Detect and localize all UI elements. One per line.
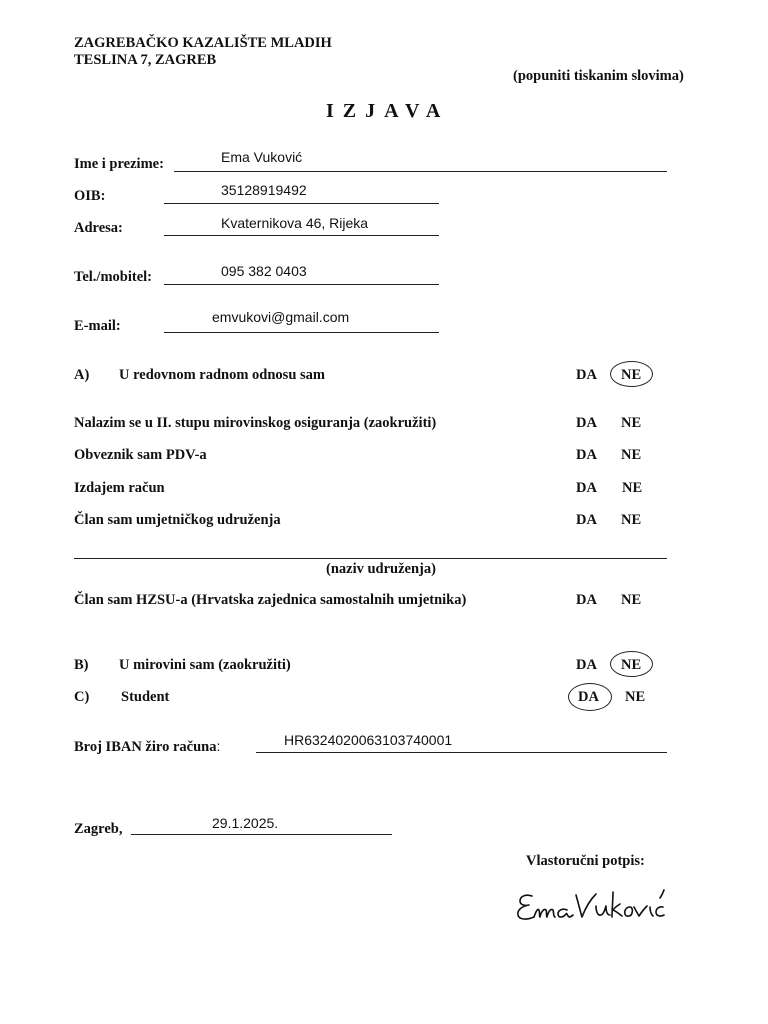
iban-field-line xyxy=(256,752,667,753)
handwritten-signature xyxy=(512,882,668,924)
option-yes[interactable]: DA xyxy=(576,447,597,463)
email-field-line xyxy=(164,332,439,333)
selection-circle xyxy=(568,683,612,711)
option-no[interactable]: NE xyxy=(621,512,642,528)
question-invoice: Izdajem račun xyxy=(74,480,165,496)
organization-address: TESLINA 7, ZAGREB xyxy=(74,52,217,68)
section-c-text: Student xyxy=(121,689,170,705)
option-no[interactable]: NE xyxy=(621,592,642,608)
option-yes[interactable]: DA xyxy=(576,592,597,608)
name-label: Ime i prezime: xyxy=(74,156,164,172)
option-no[interactable]: NE xyxy=(621,415,642,431)
option-yes[interactable]: DA xyxy=(576,415,597,431)
date-field-line xyxy=(131,834,392,835)
name-field-line xyxy=(174,171,667,172)
question-art-association: Član sam umjetničkog udruženja xyxy=(74,512,281,528)
section-b-text: U mirovini sam (zaokružiti) xyxy=(119,657,291,673)
place-label: Zagreb, xyxy=(74,821,123,837)
association-name-line[interactable] xyxy=(74,558,667,559)
iban-field-value[interactable]: HR6324020063103740001 xyxy=(284,732,453,748)
association-name-caption: (naziv udruženja) xyxy=(326,561,436,577)
oib-field-value[interactable]: 35128919492 xyxy=(221,182,307,198)
option-no-selected[interactable]: NE xyxy=(621,367,642,383)
address-field-value[interactable]: Kvaternikova 46, Rijeka xyxy=(221,215,369,231)
question-vat: Obveznik sam PDV-a xyxy=(74,447,207,463)
option-no[interactable]: NE xyxy=(621,447,642,463)
address-label: Adresa: xyxy=(74,220,123,236)
phone-field-line xyxy=(164,284,439,285)
oib-field-line xyxy=(164,203,439,204)
signature-label: Vlastoručni potpis: xyxy=(526,853,645,869)
address-field-line xyxy=(164,235,439,236)
option-yes[interactable]: DA xyxy=(576,512,597,528)
option-no[interactable]: NE xyxy=(622,480,643,496)
section-a-letter: A) xyxy=(74,367,90,383)
organization-name: ZAGREBAČKO KAZALIŠTE MLADIH xyxy=(74,35,332,51)
selection-circle xyxy=(610,361,653,387)
option-no[interactable]: NE xyxy=(625,689,646,705)
phone-field-value[interactable]: 095 382 0403 xyxy=(221,263,307,279)
option-yes[interactable]: DA xyxy=(576,367,597,383)
section-a-text: U redovnom radnom odnosu sam xyxy=(119,367,325,383)
iban-label: Broj IBAN žiro računa: xyxy=(74,738,221,755)
phone-label: Tel./mobitel: xyxy=(74,269,153,285)
question-hzsu: Član sam HZSU-a (Hrvatska zajednica samostalnih umjetnika) xyxy=(74,592,467,608)
document-title: IZJAVA xyxy=(326,100,450,122)
selection-circle xyxy=(610,651,653,677)
section-c-letter: C) xyxy=(74,689,90,705)
option-yes[interactable]: DA xyxy=(576,657,597,673)
name-field-value[interactable]: Ema Vuković xyxy=(221,149,303,165)
fill-instruction: (popuniti tiskanim slovima) xyxy=(513,68,684,84)
option-no-selected[interactable]: NE xyxy=(621,657,642,673)
option-yes[interactable]: DA xyxy=(576,480,597,496)
oib-label: OIB: xyxy=(74,188,106,204)
section-b-letter: B) xyxy=(74,657,89,673)
email-label: E-mail: xyxy=(74,318,121,334)
question-pension-pillar: Nalazim se u II. stupu mirovinskog osiguranja (zaokružiti) xyxy=(74,415,437,431)
option-yes-selected[interactable]: DA xyxy=(578,689,599,705)
email-field-value[interactable]: emvukovi@gmail.com xyxy=(212,309,350,325)
date-field-value[interactable]: 29.1.2025. xyxy=(212,815,279,831)
